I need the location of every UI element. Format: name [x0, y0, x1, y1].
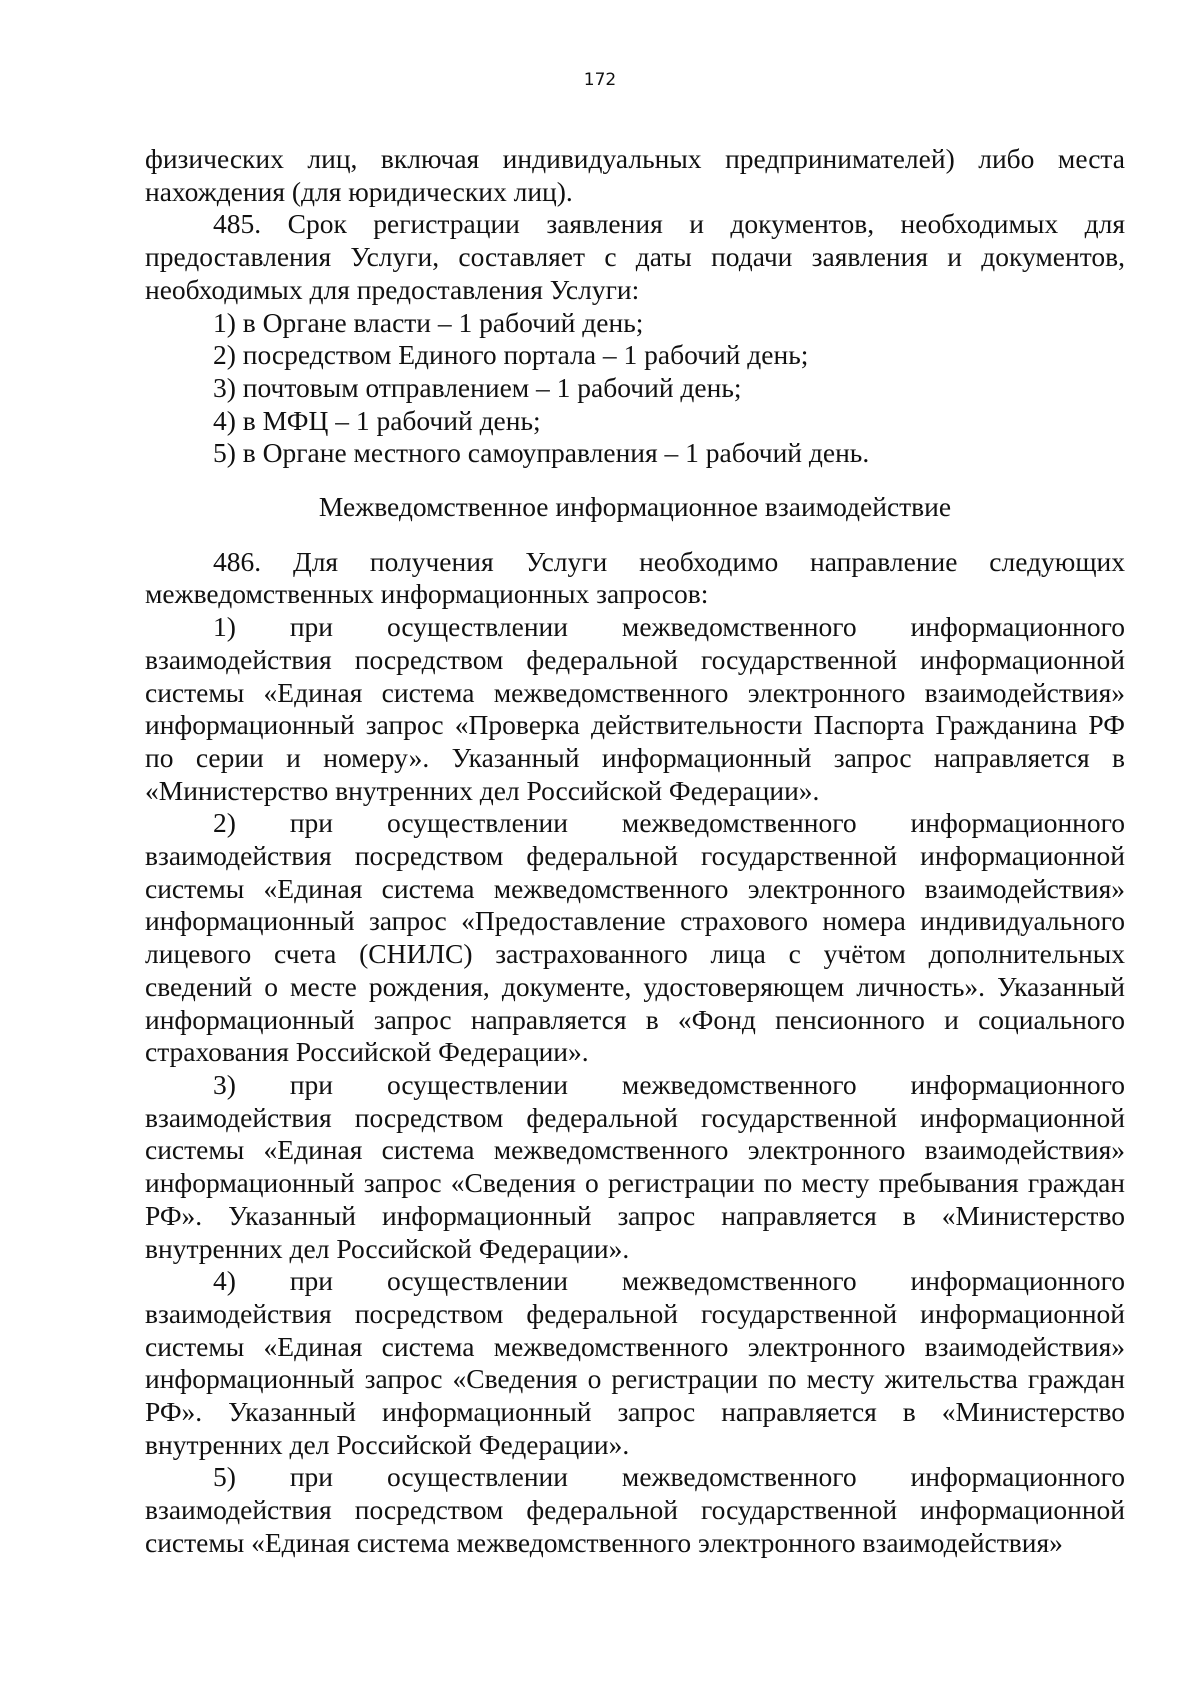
- section-heading: Межведомственное информационное взаимодействие: [318, 491, 952, 523]
- list-item-485-4: 4) в МФЦ – 1 рабочий день;: [213, 404, 541, 436]
- page-number: 172: [583, 70, 617, 90]
- list-item-486-1: 1) при осуществлении межведомственного информационного взаимодействия посредством федеральной государственной информационной системы «Единая система межведомственного электронного взаимодействия» информационный запрос «Проверка действительности Паспорта Гражданина РФ по серии и номеру». Указанный информационный запрос направляется в «Министерство внутренних дел Российской Федерации».: [145, 611, 1125, 806]
- list-item-486-4: 4) при осуществлении межведомственного информационного взаимодействия посредством федеральной государственной информационной системы «Единая система межведомственного электронного взаимодействия» информационный запрос «Сведения о регистрации по месту жительства граждан РФ». Указанный информационный запрос направляется в «Министерство внутренних дел Российской Федерации».: [145, 1265, 1125, 1460]
- paragraph-485: 485. Срок регистрации заявления и документов, необходимых для предоставления Услуги, составляет с даты подачи заявления и документов, необходимых для предоставления Услуги:: [145, 208, 1125, 305]
- paragraph-486: 486. Для получения Услуги необходимо направление следующих межведомственных информационных запросов:: [145, 545, 1125, 610]
- list-item-485-3: 3) почтовым отправлением – 1 рабочий день;: [213, 371, 742, 403]
- list-item-486-2: 2) при осуществлении межведомственного информационного взаимодействия посредством федеральной государственной информационной системы «Единая система межведомственного электронного взаимодействия» информационный запрос «Предоставление страхового номера индивидуального лицевого счета (СНИЛС) застрахованного лица с учётом дополнительных сведений о месте рождения, документе, удостоверяющем личность». Указанный информационный запрос направляется в «Фонд пенсионного и социального страхования Российской Федерации».: [145, 807, 1125, 1068]
- list-item-485-5: 5) в Органе местного самоуправления – 1 рабочий день.: [213, 437, 870, 469]
- list-item-486-5: 5) при осуществлении межведомственного информационного взаимодействия посредством федеральной государственной информационной системы «Единая система межведомственного электронного взаимодействия»: [145, 1461, 1125, 1558]
- list-item-485-2: 2) посредством Единого портала – 1 рабочий день;: [213, 339, 809, 371]
- paragraph-continuation: физических лиц, включая индивидуальных предпринимателей) либо места нахождения (для юридических лиц).: [145, 143, 1125, 207]
- list-item-485-1: 1) в Органе власти – 1 рабочий день;: [213, 306, 644, 338]
- document-body: [145, 143, 1125, 1560]
- list-item-486-3: 3) при осуществлении межведомственного информационного взаимодействия посредством федеральной государственной информационной системы «Единая система межведомственного электронного взаимодействия» информационный запрос «Сведения о регистрации по месту пребывания граждан РФ». Указанный информационный запрос направляется в «Министерство внутренних дел Российской Федерации».: [145, 1068, 1125, 1264]
